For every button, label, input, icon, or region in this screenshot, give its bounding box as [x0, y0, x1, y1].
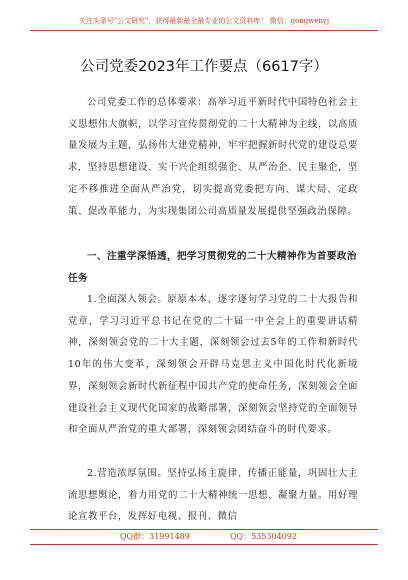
- header-divider: [30, 30, 378, 31]
- footer-qq-group: QQ群：31991489: [120, 532, 190, 541]
- section-one-heading: 一、注重学深悟透，把学习贯彻党的二十大精神作为首要政治任务: [68, 251, 357, 284]
- item-one-paragraph: 1.全面深入领会。原原本本、逐字逐句学习党的二十大报告和党章，学习习近平总书记在党的二十届一中全会上的重要讲话精神，深刻领会党的二十大主题，深刻领会过去5年的工作和新时代10年的伟大变革，深刻领会开辟马克思主义中国化时代化新境界，深刻领会新时代新征程中国共产党的使命任务，深刻领会全面建设社会主义现代化国家的战略部署，深刻领会坚持党的全面领导和全面从严治党的重大部署，深刻领会团结奋斗的时代要求。: [68, 294, 358, 436]
- header-banner: 关注头条号"公文研究"，获得最新最全最专业的公文资料库！ 微信：gongwenyj: [78, 17, 330, 25]
- item-two-paragraph: 2.营造浓厚氛围。坚持弘扬主旋律、传播正能量，巩固壮大主流思想舆论，着力用党的二十大精神统一思想、凝聚力量。用好理论宣教平台，发挥好电视、报刊、微信: [68, 468, 358, 523]
- intro-paragraph: 公司党委工作的总体要求：高举习近平新时代中国特色社会主义思想伟大旗帜，以学习宣传贯彻党的二十大精神为主线，以高质量发展为主题，弘扬伟大建党精神，牢牢把握新时代党的建设总要求，坚持思想建设、实干兴企组织强企、从严治企、民主聚企，坚定不移推进全面从严治党，切实提高党委把方向、谋大局、定政策、促改革能力，为实现集团公司高质量发展提供坚强政治保障。: [68, 97, 358, 217]
- document-title: 公司党委2023年工作要点（6617字）: [80, 59, 328, 75]
- footer-qq-contact: QQ：535304092: [230, 532, 297, 541]
- footer-divider-top: [30, 529, 378, 530]
- footer-divider-bottom: [30, 544, 378, 545]
